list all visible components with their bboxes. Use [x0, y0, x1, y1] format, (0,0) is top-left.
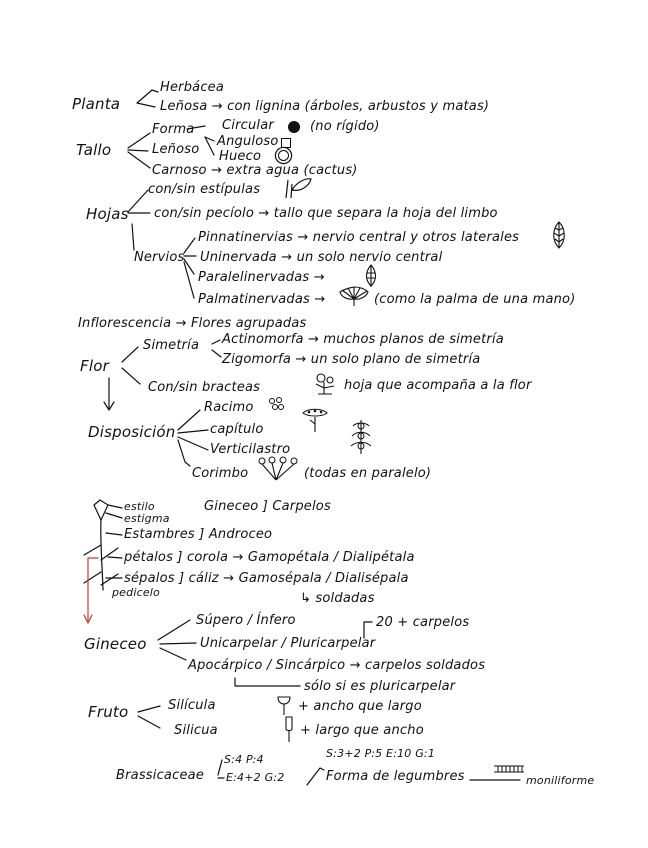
gineceo-carpelos-label: Gineceo ] Carpelos — [204, 499, 331, 514]
moniliforme-label: moniliforme — [526, 774, 595, 787]
anguloso-label: Anguloso — [217, 134, 279, 149]
palmatinervadas-label: Palmatinervadas → — [198, 292, 326, 307]
forma-label: Forma — [152, 122, 195, 137]
nervios-label: Nervios — [134, 250, 185, 265]
hueco-label: Hueco — [219, 149, 262, 164]
brassicaceae-label: Brassicaceae — [116, 768, 205, 783]
circular-label: Circular — [222, 118, 274, 133]
inflorescencia-line: Inflorescencia → Flores agrupadas — [78, 316, 307, 331]
siliqua-label: Silicua — [174, 723, 218, 738]
estilo-label: estilo — [124, 500, 155, 513]
brassicaceae-formula-1: S:4 P:4 — [224, 753, 264, 766]
capitulo-label: capítulo — [210, 422, 264, 437]
silicula-label: Silícula — [168, 698, 216, 713]
square-icon — [281, 138, 291, 148]
hollow-circle-icon — [278, 150, 289, 161]
verticillaster-icon — [348, 418, 374, 456]
supero-label: Súpero / Ínfero — [196, 613, 296, 628]
racimo-label: Racimo — [204, 400, 254, 415]
corymb-icon — [256, 456, 300, 482]
bract-flower-icon — [312, 372, 340, 396]
disposicion-label: Disposición — [88, 423, 176, 441]
lenosa-label: Leñosa → con lignina (árboles, arbustos y matas) — [160, 99, 490, 114]
bracteas-note: hoja que acompaña a la flor — [344, 378, 532, 393]
hojas-label: Hojas — [86, 205, 129, 223]
palmate-leaf-icon — [338, 286, 370, 308]
fruto-label: Fruto — [88, 703, 129, 721]
flor-label: Flor — [80, 357, 109, 375]
silicula-note: + ancho que largo — [298, 699, 422, 714]
apocarpico-label: Apocárpico / Sincárpico → carpelos soldados — [188, 658, 486, 673]
lenoso-label: Leñoso — [152, 142, 200, 157]
forma-legumbres-label: Forma de legumbres — [326, 769, 465, 784]
no-rigido-label: (no rígido) — [310, 119, 380, 134]
estambres-label: Estambres ] Androceo — [124, 527, 273, 542]
siliqua-fruit-icon — [282, 715, 296, 743]
brassicaceae-formula-2: E:4+2 G:2 — [226, 771, 285, 784]
leaf-stipule-icon — [283, 176, 313, 200]
fabaceae-formula: S:3+2 P:5 E:10 G:1 — [326, 747, 436, 760]
planta-label: Planta — [72, 95, 121, 113]
zigomorfa-label: Zigomorfa → un solo plano de simetría — [222, 352, 481, 367]
simetria-label: Simetría — [143, 338, 200, 353]
carpelos20-label: 20 + carpelos — [376, 615, 470, 630]
actinomorfa-label: Actinomorfa → muchos planos de simetría — [222, 332, 504, 347]
capitulum-icon — [300, 408, 330, 434]
tallo-label: Tallo — [76, 141, 112, 159]
soldadas-label: ↳ soldadas — [300, 591, 375, 606]
unicarpelar-label: Unicarpelar / Pluricarpelar — [200, 636, 376, 651]
herbacea-label: Herbácea — [160, 80, 225, 95]
verticilastro-label: Verticilastro — [210, 442, 291, 457]
uninervada-label: Uninervada → un solo nervio central — [200, 250, 443, 265]
paralelinervadas-label: Paralelinervadas → — [198, 270, 325, 285]
solo-si-label: sólo si es pluricarpelar — [304, 679, 456, 694]
moniliform-legume-icon — [492, 762, 526, 776]
corimbo-label: Corimbo — [192, 466, 249, 481]
gineceo-label: Gineceo — [84, 635, 147, 653]
raceme-icon — [266, 396, 286, 414]
pinnatinervias-label: Pinnatinervias → nervio central y otros laterales — [198, 230, 520, 245]
estipulas-label: con/sin estípulas — [148, 182, 261, 197]
siliqua-note: + largo que ancho — [300, 723, 424, 738]
carnoso-label: Carnoso → extra agua (cactus) — [152, 163, 358, 178]
bracteas-label: Con/sin bracteas — [148, 380, 261, 395]
peciolo-label: con/sin pecíolo → tallo que separa la hoja del limbo — [154, 206, 498, 221]
petalos-label: pétalos ] corola → Gamopétala / Dialipétala — [124, 550, 415, 565]
palma-note: (como la palma de una mano) — [374, 292, 576, 307]
corimbo-note: (todas en paralelo) — [304, 466, 432, 481]
pedicelo-label: pedicelo — [112, 586, 160, 599]
silicula-fruit-icon — [276, 694, 292, 716]
estigma-label: estigma — [124, 512, 170, 525]
pinnate-leaf-icon — [550, 220, 568, 250]
sepalos-label: sépalos ] cáliz → Gamosépala / Dialisépala — [124, 571, 409, 586]
parallel-leaf-icon — [364, 264, 378, 288]
filled-circle-icon — [288, 121, 300, 133]
